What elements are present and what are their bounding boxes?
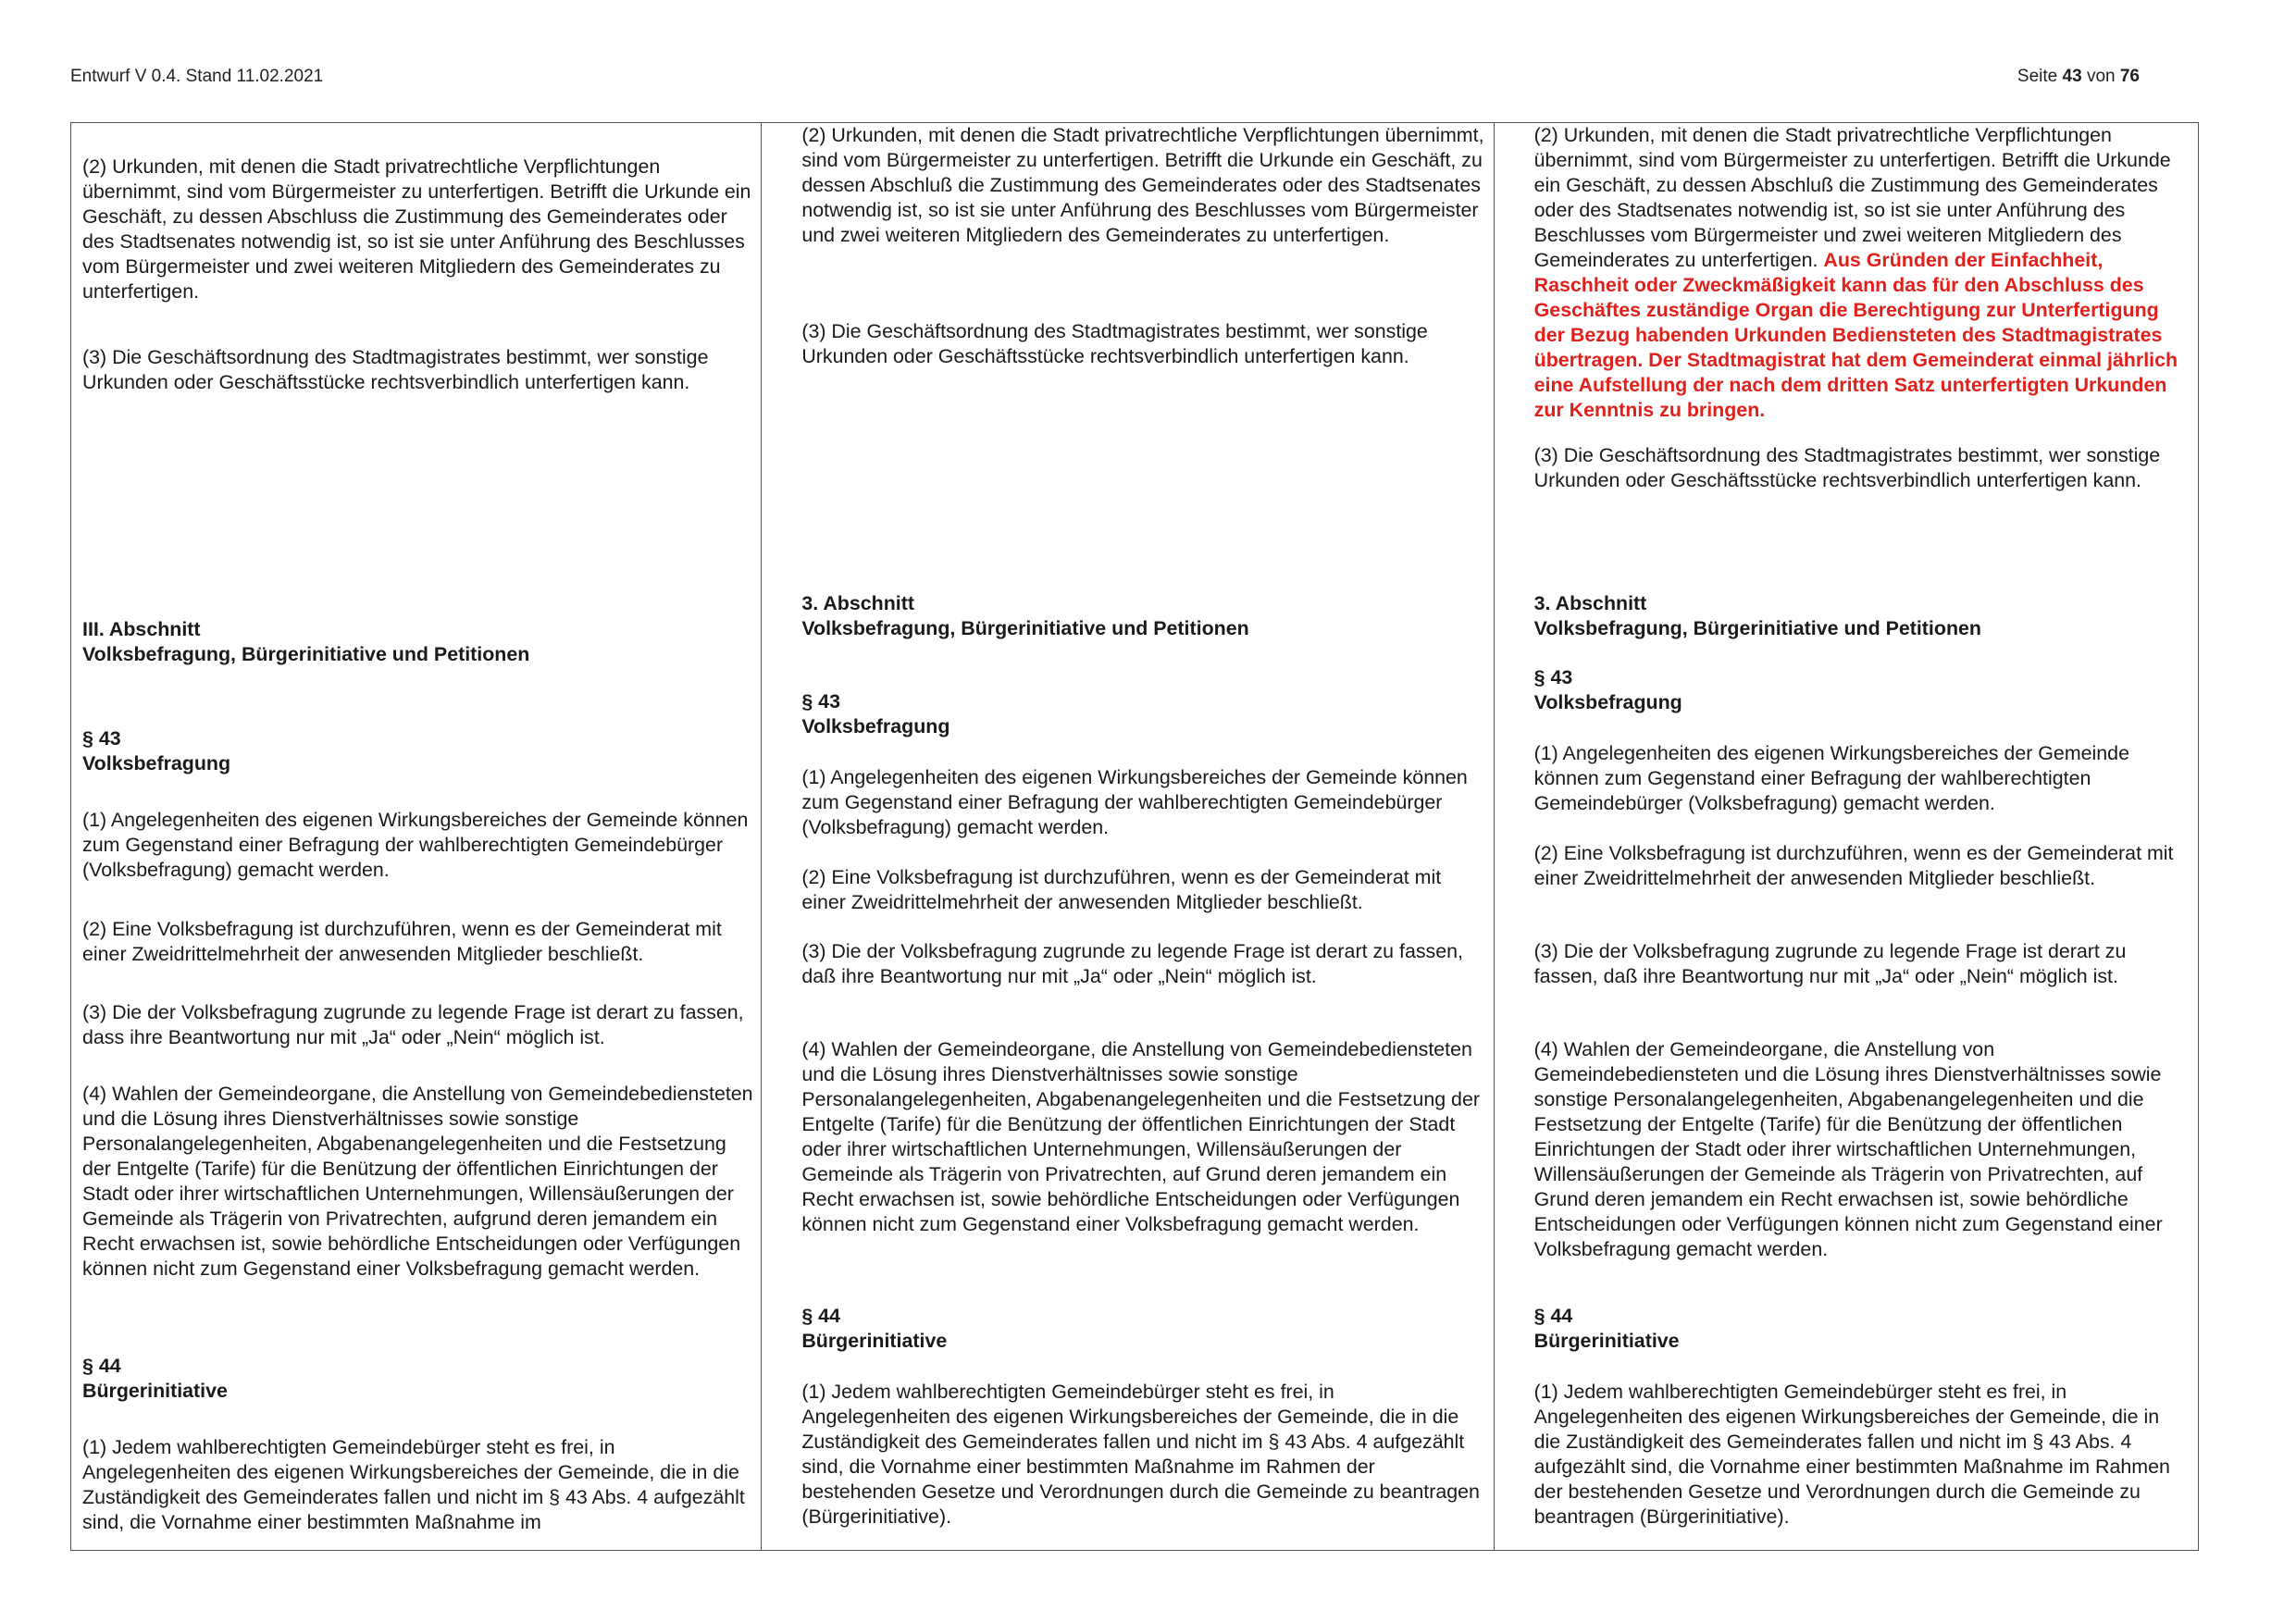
urkunden-paragraph-2: (2) Urkunden, mit denen die Stadt privatrechtliche Verpflichtungen übernimmt, sind vom Bürgermeister zu unterfertigen. Betrifft die Urkunde ein Geschäft, zu dessen Abschluss die Zustimmung des Gemeinderates oder des Stadtsenates notwendig ist, so ist sie unter Anführung des Beschlusses vom Bürgermeister und zwei weiteren Mitgliedern des Gemeinderates zu unterfertigen. xyxy=(82,155,751,303)
urkunden-paragraph-3: (3) Die Geschäftsordnung des Stadtmagistrates bestimmt, wer sonstige Urkunden oder Geschäftsstücke rechtsverbindlich unterfertigen kann. xyxy=(82,346,709,393)
page-total: 76 xyxy=(2119,67,2140,86)
section-43-paragraph-4: (4) Wahlen der Gemeindeorgane, die Anstellung von Gemeindebediensteten und die Lösung ihres Dienstverhältnisses sowie sonstige Personalangelegenheiten, Abgabenangelegenheiten und die Festsetzung der Entgelte (Tarife) für die Benützung der öffentlichen Einrichtungen der Stadt oder ihrer wirtschaftlichen Unternehmungen, Willensäußerungen der Gemeinde als Trägerin von Privatrechten, auf Grund deren jemandem ein Recht erwachsen ist, sowie behördliche Entscheidungen oder Verfügungen können nicht zum Gegenstand einer Volksbefragung gemacht werden. xyxy=(1533,1038,2163,1260)
urkunden-paragraph-2: (2) Urkunden, mit denen die Stadt privatrechtliche Verpflichtungen übernimmt, sind vom Bürgermeister zu unterfertigen. Betrifft die Urkunde ein Geschäft, zu dessen Abschluß die Zustimmung des Gemeinderates oder des Stadtsenates notwendig ist, so ist sie unter Anführung des Beschlusses vom Bürgermeister und zwei weiteren Mitgliedern des Gemeinderates zu unterfertigen. xyxy=(801,124,1484,246)
amendment-highlight: Aus Gründen der Einfachheit, Raschheit oder Zweckmäßigkeit kann das für den Abschluss des Geschäftes zuständige Organ die Berechtigung zur Unterfertigung der Bezug habenden Urkunden Bediensteten des Stadtmagistrates übertragen. Der Stadtmagistrat hat dem Gemeinderat einmal jährlich eine Aufstellung der nach dem dritten Satz unterfertigten Urkunden zur Kenntnis zu bringen. xyxy=(1533,249,2178,421)
page-current: 43 xyxy=(2062,67,2082,86)
section-43-heading xyxy=(1534,665,2191,715)
urkunden-paragraph-3: (3) Die Geschäftsordnung des Stadtmagistrates bestimmt, wer sonstige Urkunden oder Geschäftsstücke rechtsverbindlich unterfertigen kann. xyxy=(801,320,1428,367)
section-44-paragraph-1: (1) Jedem wahlberechtigten Gemeindebürger steht es frei, in Angelegenheiten des eigenen Wirkungsbereiches der Gemeinde, die in die Zuständigkeit des Gemeinderates fallen und nicht im § 43 Abs. 4 aufgezählt sind, die Vornahme einer bestimmten Maßnahme im xyxy=(82,1436,745,1533)
page-number xyxy=(2017,67,2140,87)
section-43-title: Volksbefragung xyxy=(801,715,950,737)
abschnitt-title: 3. Abschnitt xyxy=(801,592,914,614)
abschnitt-subtitle: Volksbefragung, Bürgerinitiative und Petitionen xyxy=(801,617,1249,639)
section-43-paragraph-2: (2) Eine Volksbefragung ist durchzuführen, wenn es der Gemeinderat mit einer Zweidrittelmehrheit der anwesenden Mitglieder beschließt. xyxy=(82,918,722,965)
section-44-paragraph-1: (1) Jedem wahlberechtigten Gemeindebürger steht es frei, in Angelegenheiten des eigenen Wirkungsbereiches der Gemeinde, die in die Zuständigkeit des Gemeinderates fallen und nicht im § 43 Abs. 4 aufgezählt sind, die Vornahme einer bestimmten Maßnahme im Rahmen der bestehenden Gesetze und Verordnungen durch die Gemeinde zu beantragen (Bürgerinitiative). xyxy=(801,1381,1480,1528)
section-44-title: Bürgerinitiative xyxy=(1533,1330,1680,1352)
abschnitt-heading xyxy=(1534,591,2191,641)
section-43-number: § 43 xyxy=(801,690,840,712)
section-43-paragraph-3: (3) Die der Volksbefragung zugrunde zu legende Frage ist derart zu fassen, dass ihre Beantwortung nur mit „Ja“ oder „Nein“ möglich ist. xyxy=(82,1001,744,1048)
comparison-table xyxy=(70,122,2199,1551)
section-43-paragraph-4: (4) Wahlen der Gemeindeorgane, die Anstellung von Gemeindebediensteten und die Lösung ihres Dienstverhältnisses sowie sonstige Personalangelegenheiten, Abgabenangelegenheiten und die Festsetzung der Entgelte (Tarife) für die Benützung der öffentlichen Einrichtungen der Stadt oder ihrer wirtschaftlichen Unternehmungen, Willensäußerungen der Gemeinde als Trägerin von Privatrechten, aufgrund deren jemandem ein Recht erwachsen ist, sowie behördliche Entscheidungen oder Verfügungen können nicht zum Gegenstand einer Volksbefragung gemacht werden. xyxy=(82,1083,753,1280)
abschnitt-subtitle: Volksbefragung, Bürgerinitiative und Petitionen xyxy=(1533,617,1981,639)
abschnitt-heading xyxy=(801,591,1485,641)
section-43-paragraph-2: (2) Eine Volksbefragung ist durchzuführen, wenn es der Gemeinderat mit einer Zweidrittelmehrheit der anwesenden Mitglieder beschließt. xyxy=(1533,842,2174,889)
section-43-number: § 43 xyxy=(1533,666,1573,688)
page-sep: von xyxy=(2086,67,2116,86)
abschnitt-subtitle: Volksbefragung, Bürgerinitiative und Petitionen xyxy=(82,643,530,665)
section-44-heading xyxy=(1534,1304,2191,1354)
section-44-number: § 44 xyxy=(1533,1305,1573,1327)
section-43-paragraph-1: (1) Angelegenheiten des eigenen Wirkungsbereiches der Gemeinde können zum Gegenstand einer Befragung der wahlberechtigten Gemeindebürger (Volksbefragung) gemacht werden. xyxy=(82,809,749,881)
section-44-title: Bürgerinitiative xyxy=(82,1380,228,1402)
page-prefix: Seite xyxy=(2017,67,2058,86)
section-43-paragraph-3: (3) Die der Volksbefragung zugrunde zu legende Frage ist derart zu fassen, daß ihre Beantwortung nur mit „Ja“ oder „Nein“ möglich ist. xyxy=(1533,940,2127,987)
section-43-paragraph-3: (3) Die der Volksbefragung zugrunde zu legende Frage ist derart zu fassen, daß ihre Beantwortung nur mit „Ja“ oder „Nein“ möglich ist. xyxy=(801,940,1463,987)
section-43-title: Volksbefragung xyxy=(1533,691,1682,713)
urkunden-paragraph-2 xyxy=(1534,123,2191,423)
section-44-heading xyxy=(801,1304,1485,1354)
draft-version-label: Entwurf V 0.4. Stand 11.02.2021 xyxy=(70,67,324,86)
column-draft-text xyxy=(1495,123,2198,1550)
section-44-paragraph-1: (1) Jedem wahlberechtigten Gemeindebürger steht es frei, in Angelegenheiten des eigenen Wirkungsbereiches der Gemeinde, die in die Zuständigkeit des Gemeinderates fallen und nicht im § 43 Abs. 4 aufgezählt sind, die Vornahme einer bestimmten Maßnahme im Rahmen der bestehenden Gesetze und Verordnungen durch die Gemeinde zu beantragen (Bürgerinitiative). xyxy=(1533,1381,2170,1528)
section-43-paragraph-4: (4) Wahlen der Gemeindeorgane, die Anstellung von Gemeindebediensteten und die Lösung ihres Dienstverhältnisses sowie sonstige Personalangelegenheiten, Abgabenangelegenheiten und die Festsetzung der Entgelte (Tarife) für die Benützung der öffentlichen Einrichtungen der Stadt oder ihrer wirtschaftlichen Unternehmungen, Willensäußerungen der Gemeinde als Trägerin von Privatrechten, auf Grund deren jemandem ein Recht erwachsen ist, sowie behördliche Entscheidungen oder Verfügungen können nicht zum Gegenstand einer Volksbefragung gemacht werden. xyxy=(801,1038,1480,1235)
section-43-heading xyxy=(82,726,753,776)
abschnitt-heading xyxy=(82,617,753,667)
abschnitt-title: 3. Abschnitt xyxy=(1533,592,1647,614)
section-43-paragraph-1: (1) Angelegenheiten des eigenen Wirkungsbereiches der Gemeinde können zum Gegenstand einer Befragung der wahlberechtigten Gemeindebürger (Volksbefragung) gemacht werden. xyxy=(1533,742,2129,814)
section-44-title: Bürgerinitiative xyxy=(801,1330,948,1352)
section-44-number: § 44 xyxy=(82,1355,121,1377)
page-header xyxy=(70,67,2140,104)
column-original-text xyxy=(762,123,1494,1550)
urkunden-paragraph-2-plain: (2) Urkunden, mit denen die Stadt privatrechtliche Verpflichtungen übernimmt, sind vom Bürgermeister zu unterfertigen. Betrifft die Urkunde ein Geschäft, zu dessen Abschluß die Zustimmung des Gemeinderates oder des Stadtsenates notwendig ist, so ist sie unter Anführung des Beschlusses vom Bürgermeister und zwei weiteren Mitgliedern des Gemeinderates zu unterfertigen. xyxy=(1533,124,2171,271)
urkunden-paragraph-3: (3) Die Geschäftsordnung des Stadtmagistrates bestimmt, wer sonstige Urkunden oder Geschäftsstücke rechtsverbindlich unterfertigen kann. xyxy=(1533,444,2161,491)
section-44-number: § 44 xyxy=(801,1305,840,1327)
section-43-paragraph-2: (2) Eine Volksbefragung ist durchzuführen, wenn es der Gemeinderat mit einer Zweidrittelmehrheit der anwesenden Mitglieder beschließt. xyxy=(801,866,1442,913)
section-43-number: § 43 xyxy=(82,727,121,750)
section-43-heading xyxy=(801,689,1485,739)
section-44-heading xyxy=(82,1354,753,1404)
column-current-law xyxy=(71,123,762,1550)
section-43-title: Volksbefragung xyxy=(82,752,231,774)
section-43-paragraph-1: (1) Angelegenheiten des eigenen Wirkungsbereiches der Gemeinde können zum Gegenstand einer Befragung der wahlberechtigten Gemeindebürger (Volksbefragung) gemacht werden. xyxy=(801,766,1468,838)
abschnitt-title: III. Abschnitt xyxy=(82,618,201,640)
